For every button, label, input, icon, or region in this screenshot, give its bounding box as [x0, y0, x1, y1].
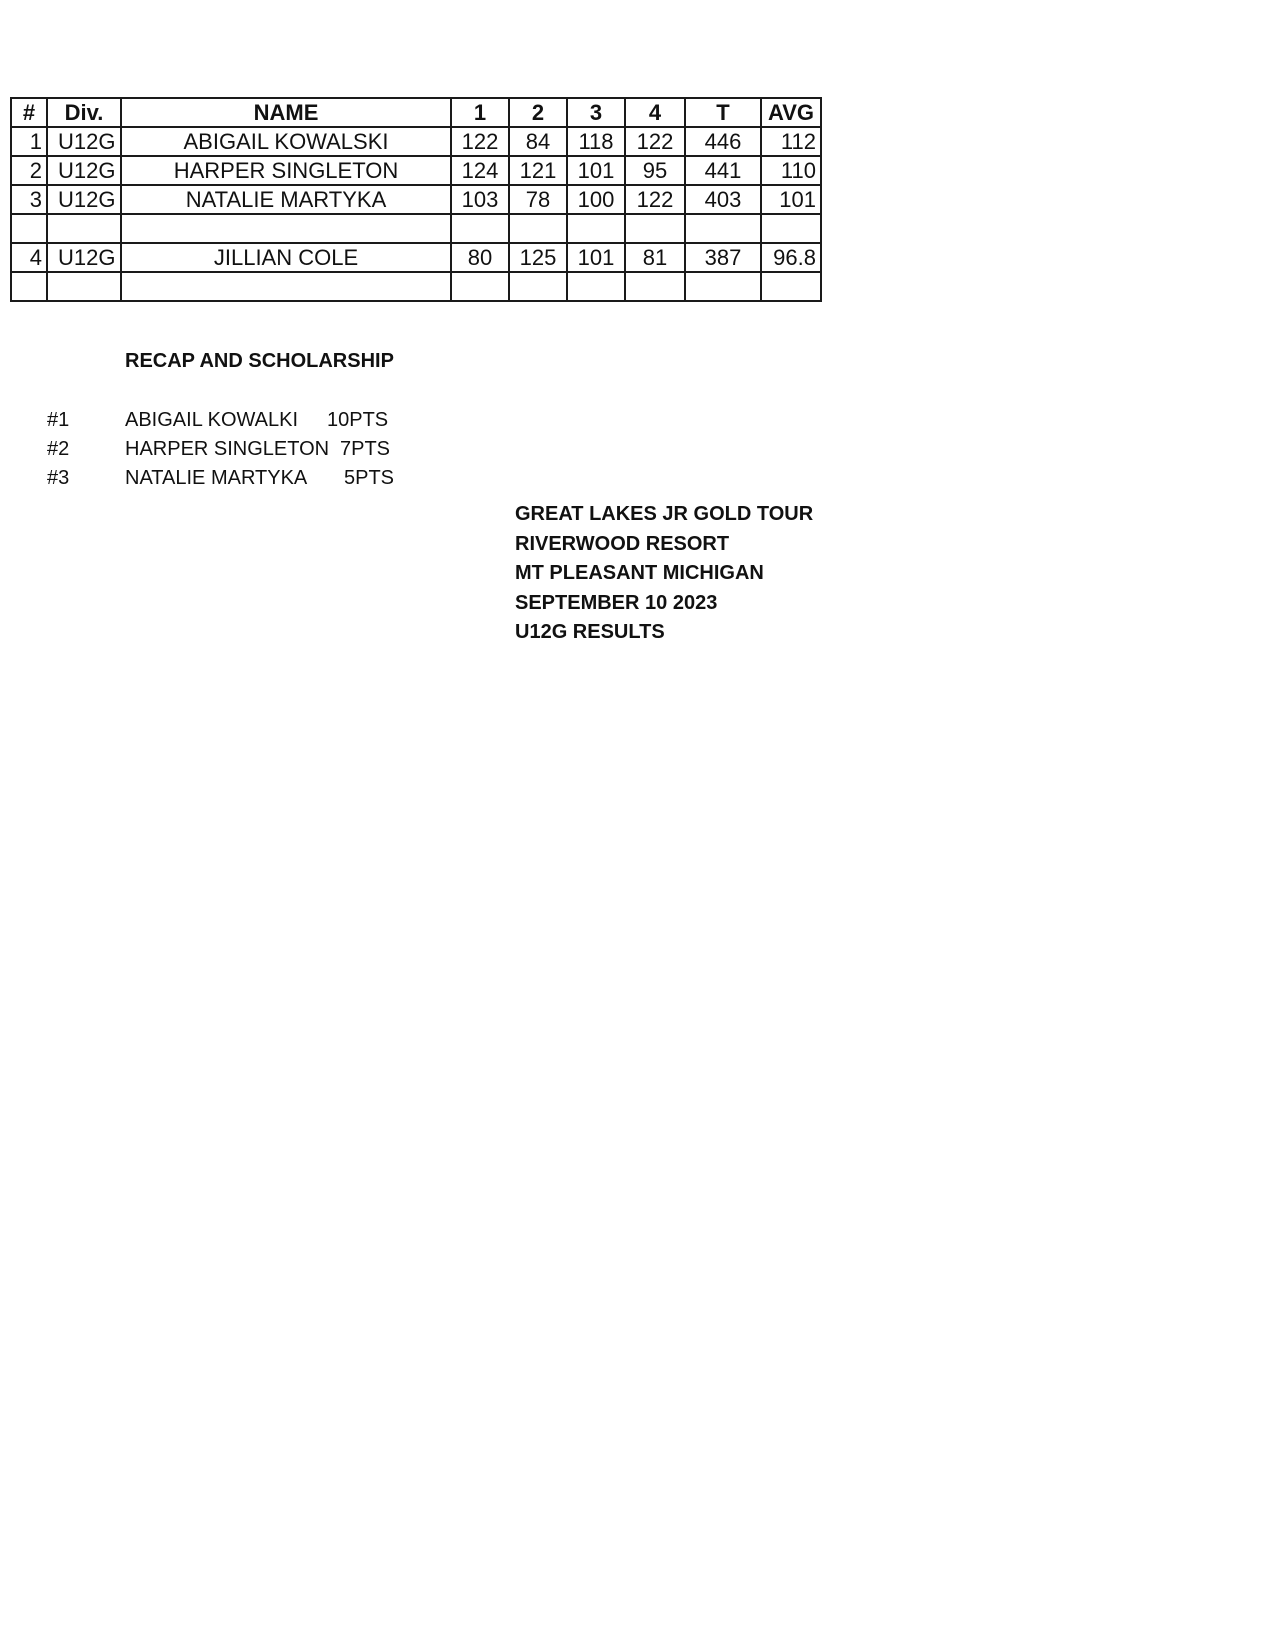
cell-total	[685, 214, 761, 243]
cell-game-3	[567, 272, 625, 301]
cell-rank	[11, 214, 47, 243]
cell-total: 446	[685, 127, 761, 156]
cell-game-4: 95	[625, 156, 685, 185]
recap-points: 7PTS	[340, 438, 391, 460]
cell-total: 403	[685, 185, 761, 214]
cell-game-1: 124	[451, 156, 509, 185]
cell-rank: 4	[11, 243, 47, 272]
cell-total	[685, 272, 761, 301]
cell-name: ABIGAIL KOWALSKI	[121, 127, 451, 156]
cell-game-2: 78	[509, 185, 567, 214]
cell-average	[761, 272, 821, 301]
cell-name: HARPER SINGLETON	[121, 156, 451, 185]
cell-game-1: 80	[451, 243, 509, 272]
cell-game-1	[451, 272, 509, 301]
cell-game-3: 118	[567, 127, 625, 156]
header-game-4: 4	[625, 98, 685, 127]
recap-position: #1	[47, 409, 70, 431]
recap-title: RECAP AND SCHOLARSHIP	[125, 350, 394, 372]
cell-rank: 1	[11, 127, 47, 156]
cell-game-3: 101	[567, 156, 625, 185]
event-location: MT PLEASANT MICHIGAN	[515, 562, 764, 584]
header-rank: #	[11, 98, 47, 127]
recap-position: #2	[47, 438, 70, 460]
cell-game-3: 100	[567, 185, 625, 214]
cell-average: 110	[761, 156, 821, 185]
results-table	[10, 97, 822, 302]
cell-game-2	[509, 214, 567, 243]
cell-name: JILLIAN COLE	[121, 243, 451, 272]
table-row-blank	[11, 272, 821, 301]
cell-game-3	[567, 214, 625, 243]
cell-game-4: 122	[625, 185, 685, 214]
table-header-row	[11, 98, 821, 127]
cell-division	[47, 214, 121, 243]
event-info-block	[515, 500, 813, 648]
cell-average	[761, 214, 821, 243]
table-row	[11, 156, 821, 185]
header-game-3: 3	[567, 98, 625, 127]
cell-game-2: 121	[509, 156, 567, 185]
cell-game-4	[625, 272, 685, 301]
table-row	[11, 243, 821, 272]
cell-average: 101	[761, 185, 821, 214]
cell-division: U12G	[47, 243, 121, 272]
recap-position: #3	[47, 467, 70, 489]
recap-name: HARPER SINGLETON	[125, 438, 330, 460]
header-average: AVG	[761, 98, 821, 127]
header-game-1: 1	[451, 98, 509, 127]
cell-game-1: 103	[451, 185, 509, 214]
recap-points: 5PTS	[344, 467, 395, 489]
cell-game-1	[451, 214, 509, 243]
table-row-blank	[11, 214, 821, 243]
header-name: NAME	[121, 98, 451, 127]
table-row	[11, 127, 821, 156]
cell-game-2: 84	[509, 127, 567, 156]
cell-average: 112	[761, 127, 821, 156]
table-row	[11, 185, 821, 214]
cell-game-1: 122	[451, 127, 509, 156]
cell-name	[121, 272, 451, 301]
cell-name	[121, 214, 451, 243]
header-game-2: 2	[509, 98, 567, 127]
cell-game-2: 125	[509, 243, 567, 272]
event-results-title: U12G RESULTS	[515, 621, 665, 643]
cell-division: U12G	[47, 127, 121, 156]
cell-total: 387	[685, 243, 761, 272]
header-total: T	[685, 98, 761, 127]
cell-average: 96.8	[761, 243, 821, 272]
cell-game-4	[625, 214, 685, 243]
recap-points: 10PTS	[327, 409, 389, 431]
cell-game-3: 101	[567, 243, 625, 272]
cell-division: U12G	[47, 156, 121, 185]
cell-division	[47, 272, 121, 301]
cell-rank	[11, 272, 47, 301]
recap-name: NATALIE MARTYKA	[125, 467, 308, 489]
cell-division: U12G	[47, 185, 121, 214]
cell-name: NATALIE MARTYKA	[121, 185, 451, 214]
recap-name: ABIGAIL KOWALKI	[125, 409, 299, 431]
cell-game-2	[509, 272, 567, 301]
cell-total: 441	[685, 156, 761, 185]
cell-game-4: 122	[625, 127, 685, 156]
header-division: Div.	[47, 98, 121, 127]
cell-rank: 3	[11, 185, 47, 214]
cell-game-4: 81	[625, 243, 685, 272]
event-date: SEPTEMBER 10 2023	[515, 591, 718, 614]
event-venue: RIVERWOOD RESORT	[515, 532, 730, 555]
cell-rank: 2	[11, 156, 47, 185]
event-tour-name: GREAT LAKES JR GOLD TOUR	[515, 503, 814, 525]
